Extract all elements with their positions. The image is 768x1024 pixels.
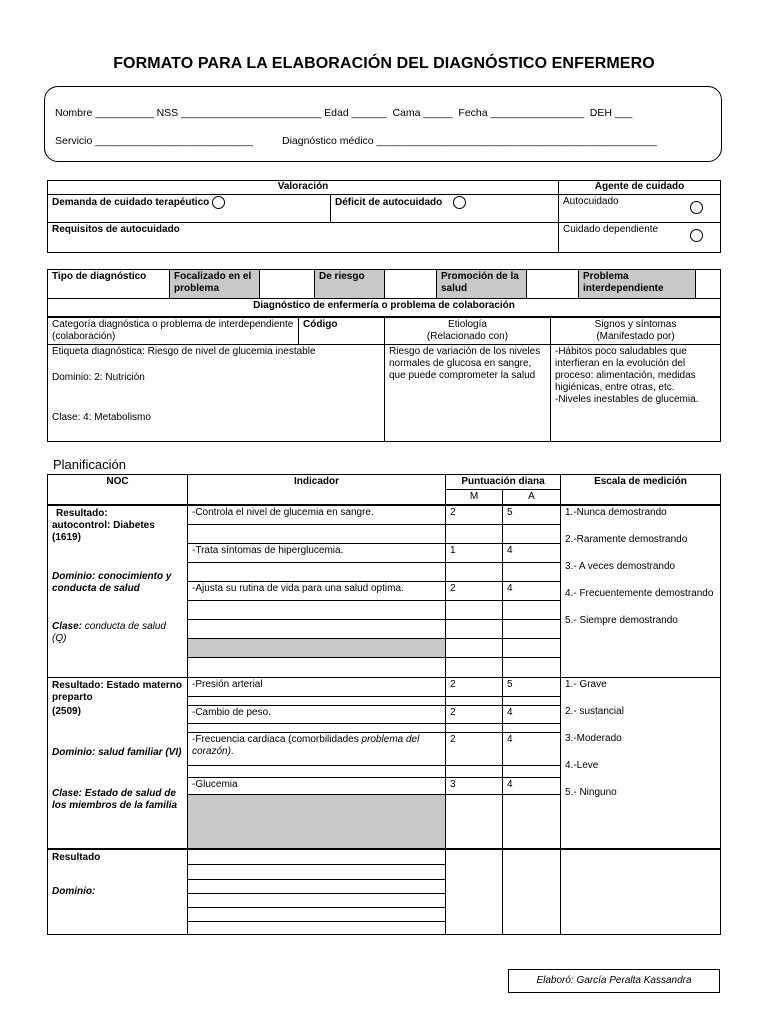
b3-ind-1[interactable] [188, 849, 446, 864]
noc-block-2 [48, 677, 188, 849]
b3-a[interactable] [503, 849, 561, 934]
dependiente-radio[interactable] [690, 229, 703, 242]
h-puntuacion: Puntuación diana [446, 475, 561, 490]
b1-clase-val: conducta de salud (Q) [52, 621, 166, 644]
signos-title: Signos y síntomas [594, 318, 677, 330]
b2-m-1: 2 [446, 677, 503, 696]
diagnostico-table [47, 298, 721, 442]
b3-escala[interactable] [561, 849, 721, 934]
etiologia-text: Riesgo de variación de los niveles normales de glucosa en sangre, que puede comprometer la salud [385, 345, 551, 442]
h-indicador: Indicador [188, 475, 446, 506]
valoracion-title: Valoración [48, 181, 559, 195]
b2-a-empty-1[interactable] [503, 696, 561, 705]
etiologia-title: Etiología [448, 318, 487, 330]
b2-m-4: 3 [446, 777, 503, 794]
b1-m-empty-5[interactable] [446, 638, 503, 657]
b2-m-empty-2[interactable] [446, 723, 503, 732]
b3-ind-6[interactable] [188, 921, 446, 934]
b2-ind-3b: problema del corazón) [192, 733, 420, 757]
b3-ind-2[interactable] [188, 864, 446, 879]
b2-m-empty-3[interactable] [446, 765, 503, 777]
b1-m-3: 2 [446, 581, 503, 600]
b2-m-empty-1[interactable] [446, 696, 503, 705]
b1-escala-3: 3.- A veces demostrando [565, 561, 676, 572]
b1-ind-empty-4[interactable] [188, 619, 446, 638]
h-escala: Escala de medición [561, 475, 721, 506]
b1-a-empty-4[interactable] [503, 619, 561, 638]
requisitos-label: Requisitos de autocuidado [48, 223, 559, 253]
b2-ind-3 [188, 732, 446, 765]
etiqueta-text: Etiqueta diagnóstica: Riesgo de nivel de glucemia inestable [52, 346, 316, 357]
patient-line-2a: Servicio ___________________________ [55, 135, 253, 147]
demanda-radio[interactable] [212, 196, 225, 209]
deficit-cell [331, 195, 559, 223]
patient-line-2b: Diagnóstico médico ________________________________________________ [282, 135, 657, 147]
noc-block-3 [48, 849, 188, 934]
noc-block-1 [48, 505, 188, 677]
patient-line-1: Nombre __________ NSS ________________________ Edad ______ Cama _____ Fecha ________________ DEH ___ [55, 107, 633, 119]
b1-a-empty-6[interactable] [503, 657, 561, 677]
promocion-label: Promoción de la salud [437, 270, 527, 299]
b1-m-empty-3[interactable] [446, 600, 503, 619]
dependiente-cell [559, 223, 721, 253]
b2-ind-2: -Cambio de peso. [188, 705, 446, 723]
b1-resultado-label: Resultado: [56, 508, 108, 519]
b2-a-empty-3[interactable] [503, 765, 561, 777]
b1-a-empty-3[interactable] [503, 600, 561, 619]
b1-a-1: 5 [503, 505, 561, 524]
b1-a-3: 4 [503, 581, 561, 600]
deficit-radio[interactable] [453, 196, 466, 209]
b1-ind-empty-3[interactable] [188, 600, 446, 619]
b3-dominio: Dominio: [52, 886, 96, 897]
valoracion-table [47, 180, 721, 253]
etiologia-sub: (Relacionado con) [426, 330, 509, 342]
autocuidado-radio[interactable] [690, 201, 703, 214]
b1-ind-2: -Trata síntomas de hiperglucemia. [188, 543, 446, 562]
dominio-text: Dominio: 2: Nutrición [52, 372, 145, 383]
col-signos [551, 317, 721, 345]
deficit-label: Déficit de autocuidado [335, 197, 443, 209]
b1-ind-gray [188, 638, 446, 657]
b2-ind-empty-3[interactable] [188, 765, 446, 777]
b2-a-3: 4 [503, 732, 561, 765]
h-noc: NOC [48, 475, 188, 506]
b3-m[interactable] [446, 849, 503, 934]
page-title: FORMATO PARA LA ELABORACIÓN DEL DIAGNÓSTICO ENFERMERO [113, 55, 655, 72]
tipo-diagnostico-table [47, 269, 721, 299]
signos-text: -Hábitos poco saludables que interfieran en la evolución del proceso: alimentación, medidas higiénicas, entre otras, etc. -Niveles inestables de glucemia. [551, 345, 721, 442]
b1-ind-empty-2[interactable] [188, 562, 446, 581]
b2-m-empty-4[interactable] [446, 794, 503, 849]
b2-escala-4: 4.-Leve [565, 759, 599, 771]
b2-a-empty-2[interactable] [503, 723, 561, 732]
b3-ind-3[interactable] [188, 879, 446, 893]
tipo-label: Tipo de diagnóstico [48, 270, 170, 299]
b2-escala-3: 3.-Moderado [565, 732, 622, 744]
elaboro-box: Elaboró: García Peralta Kassandra [508, 969, 720, 993]
clase-text: Clase: 4: Metabolismo [52, 412, 151, 423]
b1-escala-5: 5.- Siempre demostrando [565, 615, 678, 626]
b1-m-2: 1 [446, 543, 503, 562]
b2-ind-4: -Glucemia [188, 777, 446, 794]
riesgo-label: De riesgo [315, 270, 385, 299]
patient-header-box [44, 86, 722, 162]
b2-ind-gray [188, 794, 446, 849]
problema-box[interactable] [696, 270, 721, 299]
b2-escala-1: 1.- Grave [565, 678, 607, 690]
b2-ind-3a: -Frecuencia cardiaca (comorbilidades [192, 733, 362, 745]
autocuidado-label: Autocuidado [563, 196, 619, 207]
demanda-cell [48, 195, 331, 223]
b2-escala [561, 677, 721, 849]
b1-resultado-val: autocontrol: Diabetes (1619) [52, 520, 155, 543]
b1-clase-label: Clase: [52, 621, 83, 632]
agente-title: Agente de cuidado [559, 181, 721, 195]
promocion-box[interactable] [527, 270, 579, 299]
b2-clase: Clase: Estado de salud de los miembros de la familia [52, 787, 178, 811]
b2-codigo: (2509) [52, 705, 81, 717]
problema-label: Problema interdependiente [579, 270, 696, 299]
b1-m-empty-4[interactable] [446, 619, 503, 638]
b1-ind-empty-6[interactable] [188, 657, 446, 677]
h-m: M [446, 490, 503, 506]
b1-escala-4: 4.- Frecuentemente demostrando [565, 588, 714, 599]
b1-clase [52, 621, 183, 645]
demanda-label: Demanda de cuidado terapéutico [52, 197, 210, 209]
b1-m-empty-2[interactable] [446, 562, 503, 581]
b2-m-3: 2 [446, 732, 503, 765]
b2-ind-1: -Presión arterial [188, 677, 446, 696]
b2-a-empty-4[interactable] [503, 794, 561, 849]
b1-escala-1: 1.-Nunca demostrando [565, 507, 667, 518]
b2-a-2: 4 [503, 705, 561, 723]
dependiente-label: Cuidado dependiente [563, 224, 659, 235]
riesgo-box[interactable] [385, 270, 437, 299]
b1-m-1: 2 [446, 505, 503, 524]
b2-escala-2: 2.- sustancial [565, 705, 624, 717]
b1-ind-empty-1[interactable] [188, 524, 446, 543]
focalizado-box[interactable] [260, 270, 315, 299]
signos-sub: (Manifestado por) [596, 330, 675, 342]
col-codigo: Código [299, 317, 385, 345]
b1-ind-1: -Controla el nivel de glucemia en sangre. [188, 505, 446, 524]
b1-dominio: Dominio: conocimiento y conducta de salud [52, 571, 172, 594]
col-etiologia [385, 317, 551, 345]
b3-ind-4[interactable] [188, 893, 446, 907]
b2-a-1: 5 [503, 677, 561, 696]
b1-escala-2: 2.-Raramente demostrando [565, 534, 688, 545]
autocuidado-cell [559, 195, 721, 223]
b3-resultado: Resultado [52, 852, 101, 863]
h-a: A [503, 490, 561, 506]
planificacion-label: Planificación [53, 457, 126, 472]
b2-resultado: Resultado: Estado materno preparto [52, 679, 183, 703]
focalizado-label: Focalizado en el problema [170, 270, 260, 299]
b1-a-empty-5[interactable] [503, 638, 561, 657]
b1-a-empty-1[interactable] [503, 524, 561, 543]
col-categoria: Categoría diagnóstica o problema de interdependiente (colaboración) [48, 317, 299, 345]
b2-escala-5: 5.- Ninguno [565, 786, 617, 798]
b2-ind-empty-1[interactable] [188, 696, 446, 705]
b2-ind-empty-2[interactable] [188, 723, 446, 732]
b1-a-empty-2[interactable] [503, 562, 561, 581]
b2-m-2: 2 [446, 705, 503, 723]
b1-m-empty-6[interactable] [446, 657, 503, 677]
planificacion-table [47, 474, 721, 935]
b2-ind-3c: . [230, 745, 234, 757]
b3-ind-5[interactable] [188, 907, 446, 921]
diagnostico-title: Diagnóstico de enfermería o problema de colaboración [48, 299, 721, 317]
etiqueta-cell [48, 345, 385, 442]
b2-dominio: Dominio: salud familiar (VI) [52, 746, 182, 758]
b1-escala [561, 505, 721, 677]
b2-a-4: 4 [503, 777, 561, 794]
b1-ind-3: -Ajusta su rutina de vida para una salud optima. [188, 581, 446, 600]
b1-a-2: 4 [503, 543, 561, 562]
b1-m-empty-1[interactable] [446, 524, 503, 543]
